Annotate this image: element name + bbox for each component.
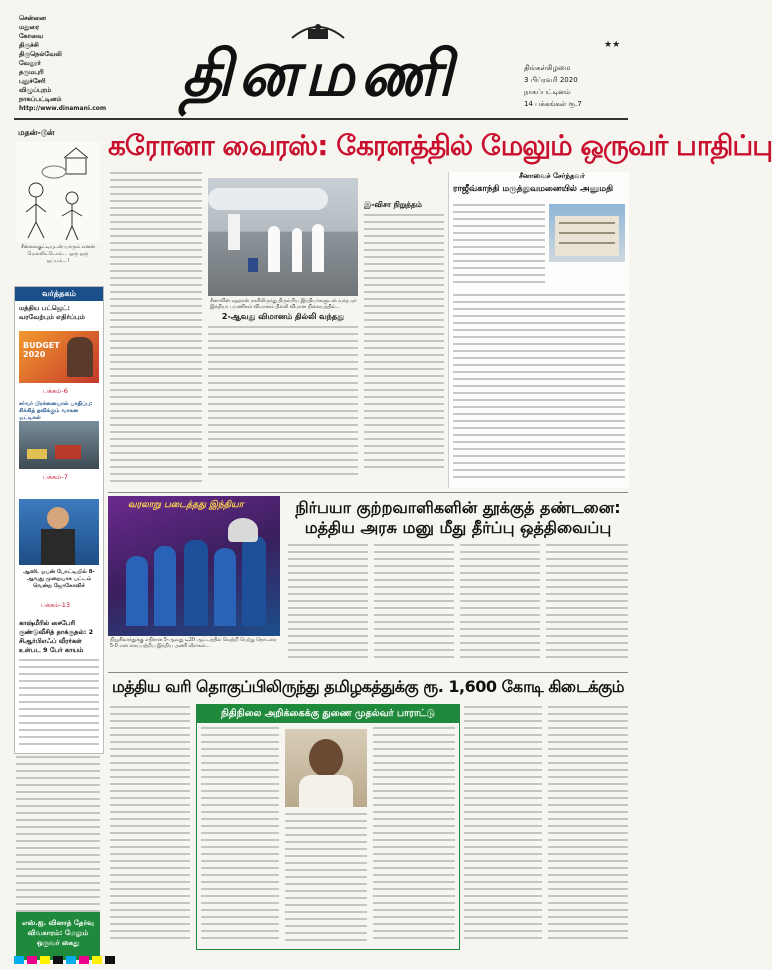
cartoon-label: மதன்-டூன் bbox=[18, 128, 55, 137]
kashmir-headline: காஷ்மீரில் சைபேரி குண்டுவீசித் தாக்குதல்: 2 சிஆர்பிஎஃப் வீரர்கள் உள்பட 9 பேர் காயம் bbox=[19, 619, 94, 654]
masthead bbox=[0, 0, 640, 122]
djokovic-thumbnail bbox=[19, 499, 99, 565]
tax-headline: மத்திய வரி தொகுப்பிலிருந்து தமிழகத்துக்கு ரூ. 1,600 கோடி கிடைக்கும் bbox=[111, 677, 625, 696]
city-name: வேலூர் bbox=[19, 59, 41, 67]
city-name: திருச்சி bbox=[19, 41, 39, 49]
deputy-cm-body-col2 bbox=[285, 813, 367, 945]
left-sidebar bbox=[14, 124, 102, 960]
budget-thumbnail bbox=[19, 331, 99, 383]
hospital-photo bbox=[549, 204, 625, 262]
tax-body-col1 bbox=[110, 706, 190, 946]
city-name: சென்னை bbox=[19, 14, 46, 22]
tax-body-col3 bbox=[464, 706, 542, 946]
deputy-cm-photo bbox=[285, 729, 367, 807]
si-exam-headline[interactable]: எஸ்.ஐ. வினாத் தேர்வு விவகாரம்: மேலும் ஒருவர் கைது bbox=[22, 919, 94, 947]
cricket-photo bbox=[108, 496, 280, 636]
deputy-cm-box-heading: நிதிநிலை அறிக்கைக்கு துணை முதல்வர் பாராட்டு bbox=[197, 705, 459, 723]
city-name: விழுப்புரம் bbox=[19, 86, 52, 94]
section-divider bbox=[108, 492, 628, 493]
sidebar-body-text bbox=[16, 756, 100, 916]
sidebox-title: ராஜீவ்காந்தி மருத்துவமனையில் அனுமதி bbox=[453, 184, 614, 194]
issue-edition: நாகப்பட்டினம் bbox=[524, 88, 571, 96]
print-color-bar bbox=[14, 956, 628, 964]
masthead-title: தினமணி bbox=[181, 37, 459, 110]
sidebox-body-left bbox=[453, 204, 545, 290]
contents-item-server[interactable]: சர்வர் பிரச்னையால் பாதிப்பு: சிக்கித் தவிக்கும் வாகன ஓட்டிகள் bbox=[19, 401, 93, 421]
nirbhaya-body-col1 bbox=[288, 544, 368, 668]
city-name: திருநெல்வேலி bbox=[19, 50, 62, 58]
cartoon-drawing bbox=[16, 142, 100, 242]
section-divider-2 bbox=[108, 672, 628, 673]
nirbhaya-headline-line1: நிர்பயா குற்றவாளிகளின் தூக்குத் தண்டனை: bbox=[295, 498, 621, 517]
budget-badge: BUDGET 2020 bbox=[23, 341, 60, 359]
si-exam-box bbox=[16, 912, 100, 960]
city-name: தருமபுரி bbox=[19, 68, 44, 76]
nirbhaya-body-col2 bbox=[374, 544, 454, 668]
cartoon-caption: சீன்லைகுட்டியுடன் யாரும் எனன் மெலலிட்டோம்... ஒரு ஒரு ஒப்பம்...! bbox=[20, 244, 96, 264]
cricket-photo-caption: நியூசிலாந்துக்கு எதிரான 5-ஆவது டி20 ஆட்டத்தில் வெற்றி பெற்று தொடரை 5-0 என கைப்பற்றிய இந்திய அணி வீரர்கள்... bbox=[110, 638, 277, 649]
minister-photo bbox=[67, 337, 93, 377]
tax-body-col4 bbox=[548, 706, 628, 946]
issue-date: 3 பிப்ரவரி 2020 bbox=[524, 76, 578, 84]
deputy-cm-body-col3 bbox=[373, 727, 455, 945]
contents-item-budget[interactable]: மத்திய பட்ஜெட்: வரவேற்பும் எதிர்ப்பும் bbox=[19, 304, 85, 321]
evisa-body-text bbox=[364, 214, 444, 474]
kashmir-body-text bbox=[19, 659, 99, 751]
sidebox-body bbox=[453, 294, 625, 484]
contents-page-6[interactable]: பக்கம்-6 bbox=[43, 387, 68, 395]
deputy-cm-body-col1 bbox=[201, 727, 279, 945]
hospital-sidebox bbox=[448, 172, 629, 488]
edition-cities bbox=[19, 14, 107, 113]
airport-photo bbox=[208, 178, 358, 296]
nirbhaya-headline bbox=[288, 498, 628, 538]
nirbhaya-body-col4 bbox=[546, 544, 628, 668]
vehicles-thumbnail bbox=[19, 421, 99, 469]
contents-item-djokovic[interactable]: ஆஸி. ஓபன் போட்டியில் 8-ஆவது முறையாக பட்டம் வென்ற ஜோகோவிச் bbox=[23, 569, 95, 589]
masthead-rule bbox=[14, 118, 628, 120]
contents-page-13[interactable]: பக்கம்-13 bbox=[41, 601, 70, 609]
deputy-cm-box bbox=[196, 704, 460, 950]
nirbhaya-body-col3 bbox=[460, 544, 540, 668]
airport-photo-caption: சீனாவின் வுஹான் நகரிலிருந்து திரும்பிய இந்தியர்களுடன் வந்த ஏர் இந்தியா பயணிகள் விமானம் தில்லி விமான நிலையத்தில்... bbox=[210, 299, 357, 310]
sidebox-kicker: சீனாவைச் சேர்ந்தவர் bbox=[519, 172, 585, 180]
issue-day: திங்கள்கிழமை bbox=[524, 64, 571, 72]
website-link[interactable]: http://www.dinamani.com bbox=[19, 105, 107, 112]
issue-pages-price: 14 பக்கங்கள் ரூ.7 bbox=[524, 100, 582, 108]
contents-box bbox=[14, 286, 104, 754]
main-story-col1 bbox=[110, 172, 202, 488]
nirbhaya-headline-line2: மத்திய அரசு மனு மீது தீர்ப்பு ஒத்திவைப்பு bbox=[304, 518, 612, 537]
evisa-subhead: இ-விசா நிறுத்தம் bbox=[364, 200, 422, 209]
city-name: நாகப்பட்டினம் bbox=[19, 95, 62, 103]
second-flight-body bbox=[208, 326, 358, 486]
masthead-stars: ★★ bbox=[604, 40, 621, 50]
cricket-banner: வரலாறு படைத்தது இந்தியா bbox=[128, 500, 244, 510]
city-name: புதுச்சேரி bbox=[19, 77, 46, 85]
masthead-meta bbox=[524, 62, 634, 110]
contents-page-7[interactable]: பக்கம்-7 bbox=[43, 473, 68, 481]
contents-heading: வர்த்தகம் bbox=[15, 287, 103, 301]
city-name: மதுரை bbox=[19, 23, 40, 31]
city-name: கோவை bbox=[19, 32, 44, 40]
main-headline: கரோனா வைரஸ்: கேரளத்தில் மேலும் ஒருவர் பாதிப்பு bbox=[108, 129, 772, 162]
second-flight-subhead: 2-ஆவது விமானம் தில்லி வந்தது bbox=[221, 312, 345, 321]
